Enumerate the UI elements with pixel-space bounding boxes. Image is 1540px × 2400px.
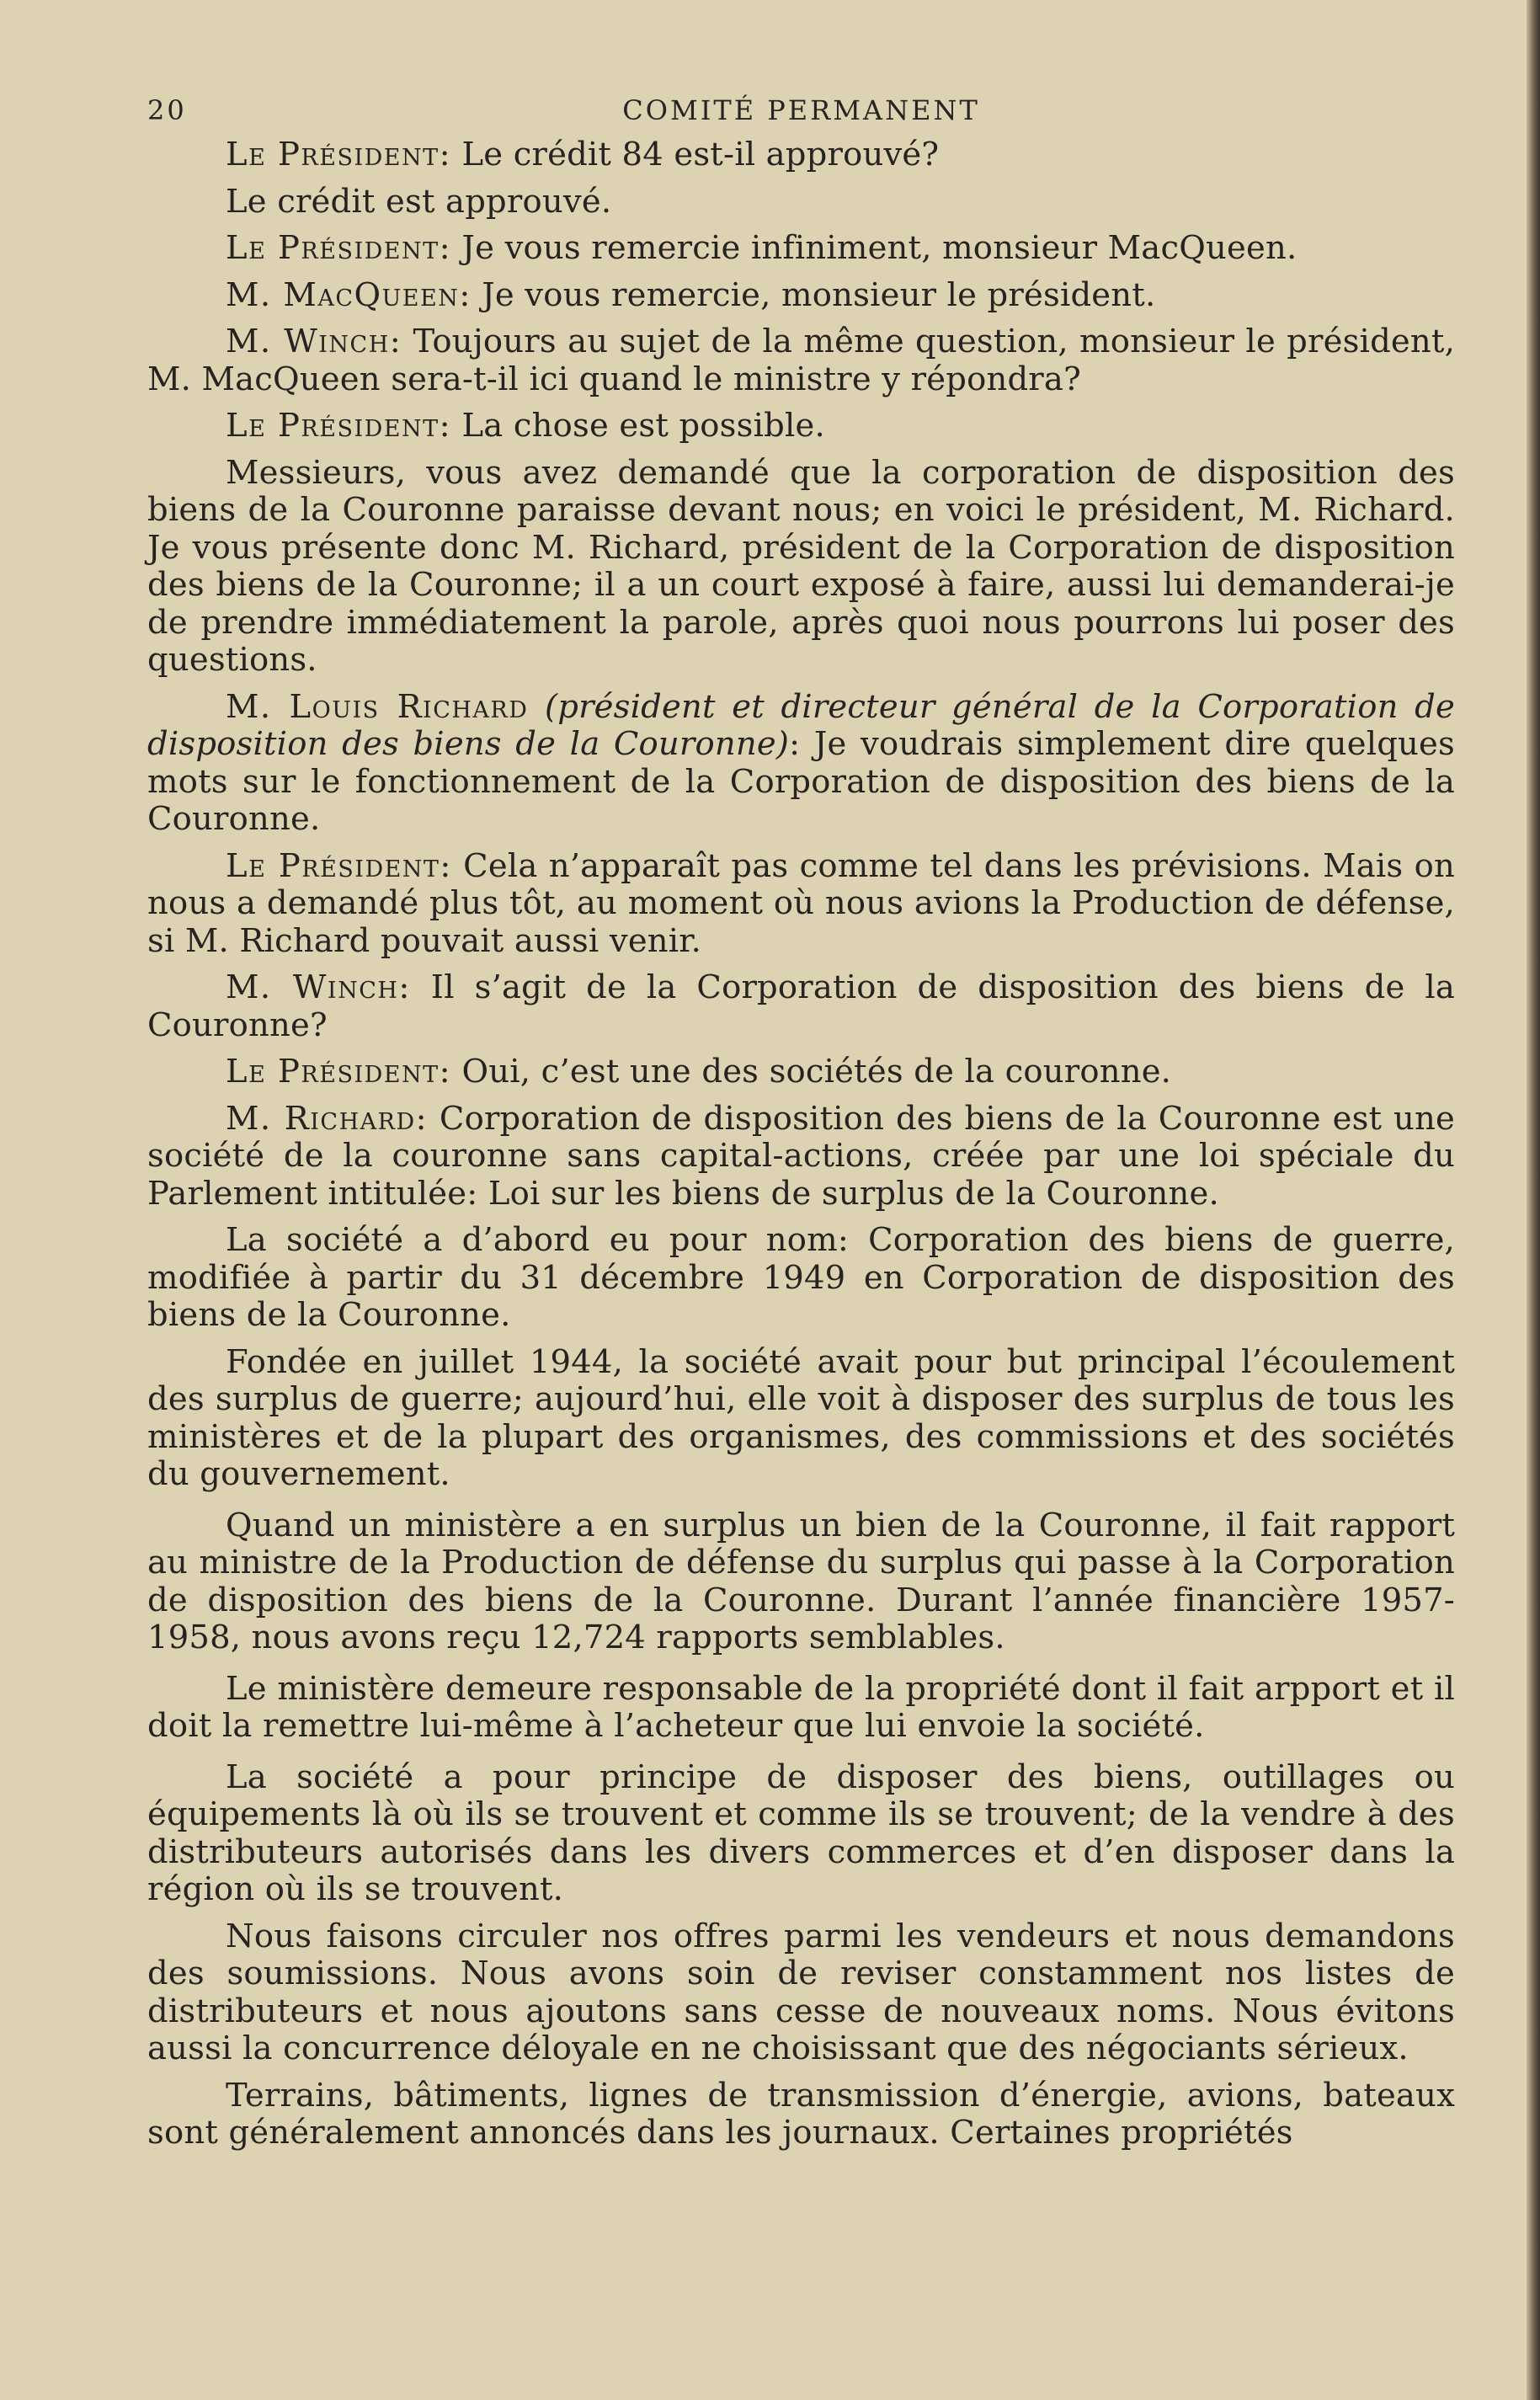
running-title: COMITÉ PERMANENT	[622, 94, 980, 126]
page-edge-shadow	[1527, 0, 1540, 2400]
paragraph-text: Nous faisons circuler nos offres parmi les vendeurs et nous demandons des soumissions. Nous avons soin de reviser constamment nos listes de distributeurs et nous ajoutons sans cesse de nouveaux noms. Nous évitons aussi la concurrence déloyale en ne choisissant que des négociants sérieux.	[147, 1917, 1455, 2067]
paragraph-18	[147, 1918, 1455, 2068]
speaker-name: M. Richard:	[226, 1099, 429, 1138]
paragraph-10	[147, 969, 1455, 1044]
paragraph-text: Je vous remercie infiniment, monsieur MacQueen.	[451, 229, 1298, 267]
page-header	[147, 84, 1455, 136]
paragraph-text: La société a d’abord eu pour nom: Corporation des biens de guerre, modifiée à partir du 31 décembre 1949 en Corporation de disposition des biens de la Couronne.	[147, 1221, 1455, 1334]
paragraph-text: La chose est possible.	[451, 407, 825, 445]
paragraph-4	[147, 277, 1455, 315]
speaker-name: M. Winch:	[226, 323, 402, 360]
paragraph-5	[147, 323, 1455, 398]
paragraph-12	[147, 1101, 1455, 1213]
paragraph-text: Corporation de disposition des biens de la Couronne est une société de la couronne sans capital-actions, créée par une loi spéciale du Parlement intitulée: Loi sur les biens de surplus de la Couronne.	[147, 1099, 1456, 1213]
paragraph-text: Il s’agit de la Corporation de disposition des biens de la Couronne?	[147, 968, 1455, 1044]
paragraph-11	[147, 1053, 1455, 1091]
paragraph-9	[147, 848, 1455, 961]
speaker-name: Le Président:	[226, 846, 452, 885]
paragraph-text: : Je voudrais simplement dire quelques mots sur le fonctionnement de la Corporation de disposition des biens de la Couronne.	[147, 725, 1455, 838]
speaker-name: Le Président:	[226, 229, 452, 267]
speaker-name: Le Président:	[226, 1053, 452, 1091]
paragraph-7	[147, 455, 1455, 680]
paragraph-text: Je vous remercie, monsieur le président.	[471, 275, 1156, 314]
paragraph-text: La société a pour principe de disposer des biens, outillages ou équipements là où ils se trouvent et comme ils se trouvent; de la vendre à des distributeurs autorisés dans les divers commerces et d’en disposer dans la région où ils se trouvent.	[147, 1757, 1455, 1908]
paragraph-1	[147, 136, 1455, 174]
paragraph-16	[147, 1671, 1455, 1746]
paragraph-text: Messieurs, vous avez demandé que la corporation de disposition des biens de la Couronne paraisse devant nous; en voici le président, M. Richard. Je vous présente donc M. Richard, président de la Corporation de disposition des biens de la Couronne; il a un court exposé à faire, aussi lui demanderai-je de prendre immédiatement la parole, après quoi nous pourrons lui poser des questions.	[147, 453, 1455, 679]
paragraph-text: Le crédit 84 est-il approuvé?	[451, 136, 940, 173]
paragraph-19	[147, 2077, 1455, 2152]
paragraph-2	[147, 184, 1455, 221]
speaker-name: M. Louis Richard	[226, 687, 529, 726]
speaker-name: M. Winch:	[226, 968, 411, 1006]
paragraph-text: Quand un ministère a en surplus un bien de la Couronne, il fait rapport au ministre de la Production de défense du surplus qui passe à la Corporation de disposition des biens de la Couronne. Durant l’année financière 1957-1958, nous avons reçu 12,724 rapports semblables.	[147, 1506, 1455, 1656]
paragraph-6	[147, 408, 1455, 445]
paragraph-text: Toujours au sujet de la même question, monsieur le président, M. MacQueen sera-t-il ici quand le ministre y répondra?	[147, 323, 1456, 398]
page-number: 20	[147, 94, 187, 126]
paragraph-text: Le ministère demeure responsable de la propriété dont il fait arpport et il doit la remettre lui-même à l’acheteur que lui envoie la société.	[147, 1669, 1455, 1745]
paragraph-text: Cela n’apparaît pas comme tel dans les prévisions. Mais on nous a demandé plus tôt, au moment où nous avions la Production de défense, si M. Richard pouvait aussi venir.	[147, 846, 1455, 960]
paragraph-17	[147, 1759, 1455, 1909]
document-body	[147, 136, 1455, 2152]
paragraph-text: Le crédit est approuvé.	[226, 182, 612, 221]
speaker-role: (président et directeur général de la Corporation de disposition des biens de la Couronne)	[147, 687, 1455, 763]
speaker-name: Le Président:	[226, 136, 452, 173]
paragraph-14	[147, 1344, 1455, 1494]
paragraph-text: Fondée en juillet 1944, la société avait pour but principal l’écoulement des surplus de guerre; aujourd’hui, elle voit à disposer des surplus de tous les ministères et de la plupart des organismes, des commissions et des sociétés du gouvernement.	[147, 1342, 1455, 1493]
speaker-name: M. MacQueen:	[226, 275, 472, 314]
paragraph-text: Terrains, bâtiments, lignes de transmission d’énergie, avions, bateaux sont généralement annoncés dans les journaux. Certaines propriétés	[147, 2076, 1455, 2152]
paragraph-13	[147, 1222, 1455, 1335]
paragraph-text: Oui, c’est une des sociétés de la couronne.	[451, 1053, 1172, 1091]
paragraph-15	[147, 1507, 1455, 1657]
paragraph-3	[147, 230, 1455, 268]
speaker-name: Le Président:	[226, 407, 452, 445]
document-page	[147, 84, 1455, 2358]
paragraph-8	[147, 689, 1455, 839]
